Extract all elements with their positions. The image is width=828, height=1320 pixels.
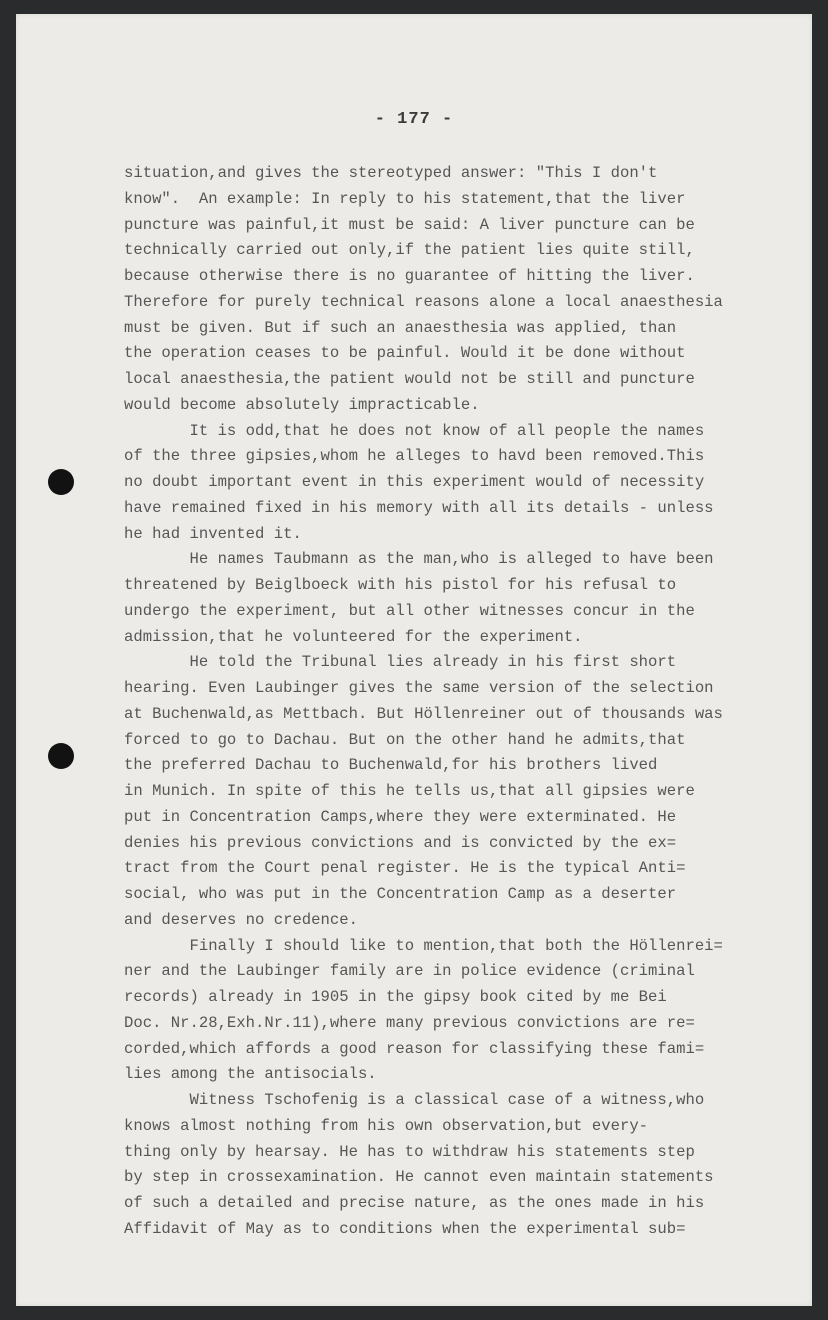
text-line: tract from the Court penal register. He is the typical Anti= [124, 859, 686, 878]
text-line: hearing. Even Laubinger gives the same version of the selection [124, 679, 714, 697]
text-line: It is odd,that he does not know of all people the names [124, 421, 705, 440]
text-line: technically carried out only,if the patient lies quite still, [124, 241, 695, 260]
text-line: by step in crossexamination. He cannot even maintain statements [124, 1168, 714, 1187]
text-line: puncture was painful,it must be said: A liver puncture can be [124, 215, 695, 234]
text-line: no doubt important event in this experiment would of necessity [124, 473, 705, 491]
text-line: the preferred Dachau to Buchenwald,for his brothers lived [124, 756, 658, 775]
document-page [16, 14, 812, 1306]
text-line: must be given. But if such an anaesthesia was applied, than [124, 318, 677, 337]
text-line: situation,and gives the stereotyped answer: "This I don't [124, 164, 658, 182]
text-line: ner and the Laubinger family are in police evidence (criminal [124, 962, 695, 981]
text-line: because otherwise there is no guarantee of hitting the liver. [124, 267, 695, 285]
text-line: thing only by hearsay. He has to withdraw his statements step [124, 1142, 695, 1161]
text-line: Witness Tschofenig is a classical case of a witness,who [124, 1091, 705, 1109]
text-line: Therefore for purely technical reasons alone a local anaesthesia [124, 292, 723, 311]
text-line: denies his previous convictions and is convicted by the ex= [124, 833, 677, 852]
text-line: put in Concentration Camps,where they were exterminated. He [124, 807, 677, 826]
text-line: corded,which affords a good reason for classifying these fami= [124, 1039, 705, 1058]
text-line: social, who was put in the Concentration Camp as a deserter [124, 885, 677, 903]
text-line: forced to go to Dachau. But on the other hand he admits,that [124, 730, 686, 749]
text-line: in Munich. In spite of this he tells us,that all gipsies were [124, 782, 695, 800]
punch-hole-top [48, 469, 74, 495]
body-text [124, 161, 784, 1243]
text-line: admission,that he volunteered for the experiment. [124, 627, 583, 646]
text-line: threatened by Beiglboeck with his pistol for his refusal to [124, 576, 677, 594]
page-number: - 177 - [374, 110, 454, 129]
text-line: the operation ceases to be painful. Would it be done without [124, 344, 686, 363]
text-line: local anaesthesia,the patient would not be still and puncture [124, 370, 695, 388]
text-line: He told the Tribunal lies already in his first short [124, 653, 677, 672]
text-line: he had invented it. [124, 524, 302, 543]
punch-hole-bottom [48, 743, 74, 769]
text-line: know". An example: In reply to his statement,that the liver [124, 189, 686, 208]
text-line: Doc. Nr.28,Exh.Nr.11),where many previous convictions are re= [124, 1013, 695, 1032]
text-line: and deserves no credence. [124, 910, 358, 929]
text-line: Affidavit of May as to conditions when the experimental sub= [124, 1219, 686, 1238]
text-line: of such a detailed and precise nature, as the ones made in his [124, 1194, 705, 1212]
text-line: He names Taubmann as the man,who is alleged to have been [124, 550, 714, 569]
text-line: of the three gipsies,whom he alleges to havd been removed.This [124, 447, 705, 466]
text-line: records) already in 1905 in the gipsy book cited by me Bei [124, 988, 667, 1006]
text-line: knows almost nothing from his own observation,but every- [124, 1116, 649, 1135]
text-line: undergo the experiment, but all other witnesses concur in the [124, 601, 695, 620]
text-line: would become absolutely impracticable. [124, 395, 480, 414]
text-line: have remained fixed in his memory with all its details - unless [124, 498, 714, 517]
text-line: lies among the antisocials. [124, 1065, 377, 1084]
text-line: Finally I should like to mention,that both the Höllenrei= [124, 936, 723, 955]
text-line: at Buchenwald,as Mettbach. But Höllenreiner out of thousands was [124, 704, 723, 723]
